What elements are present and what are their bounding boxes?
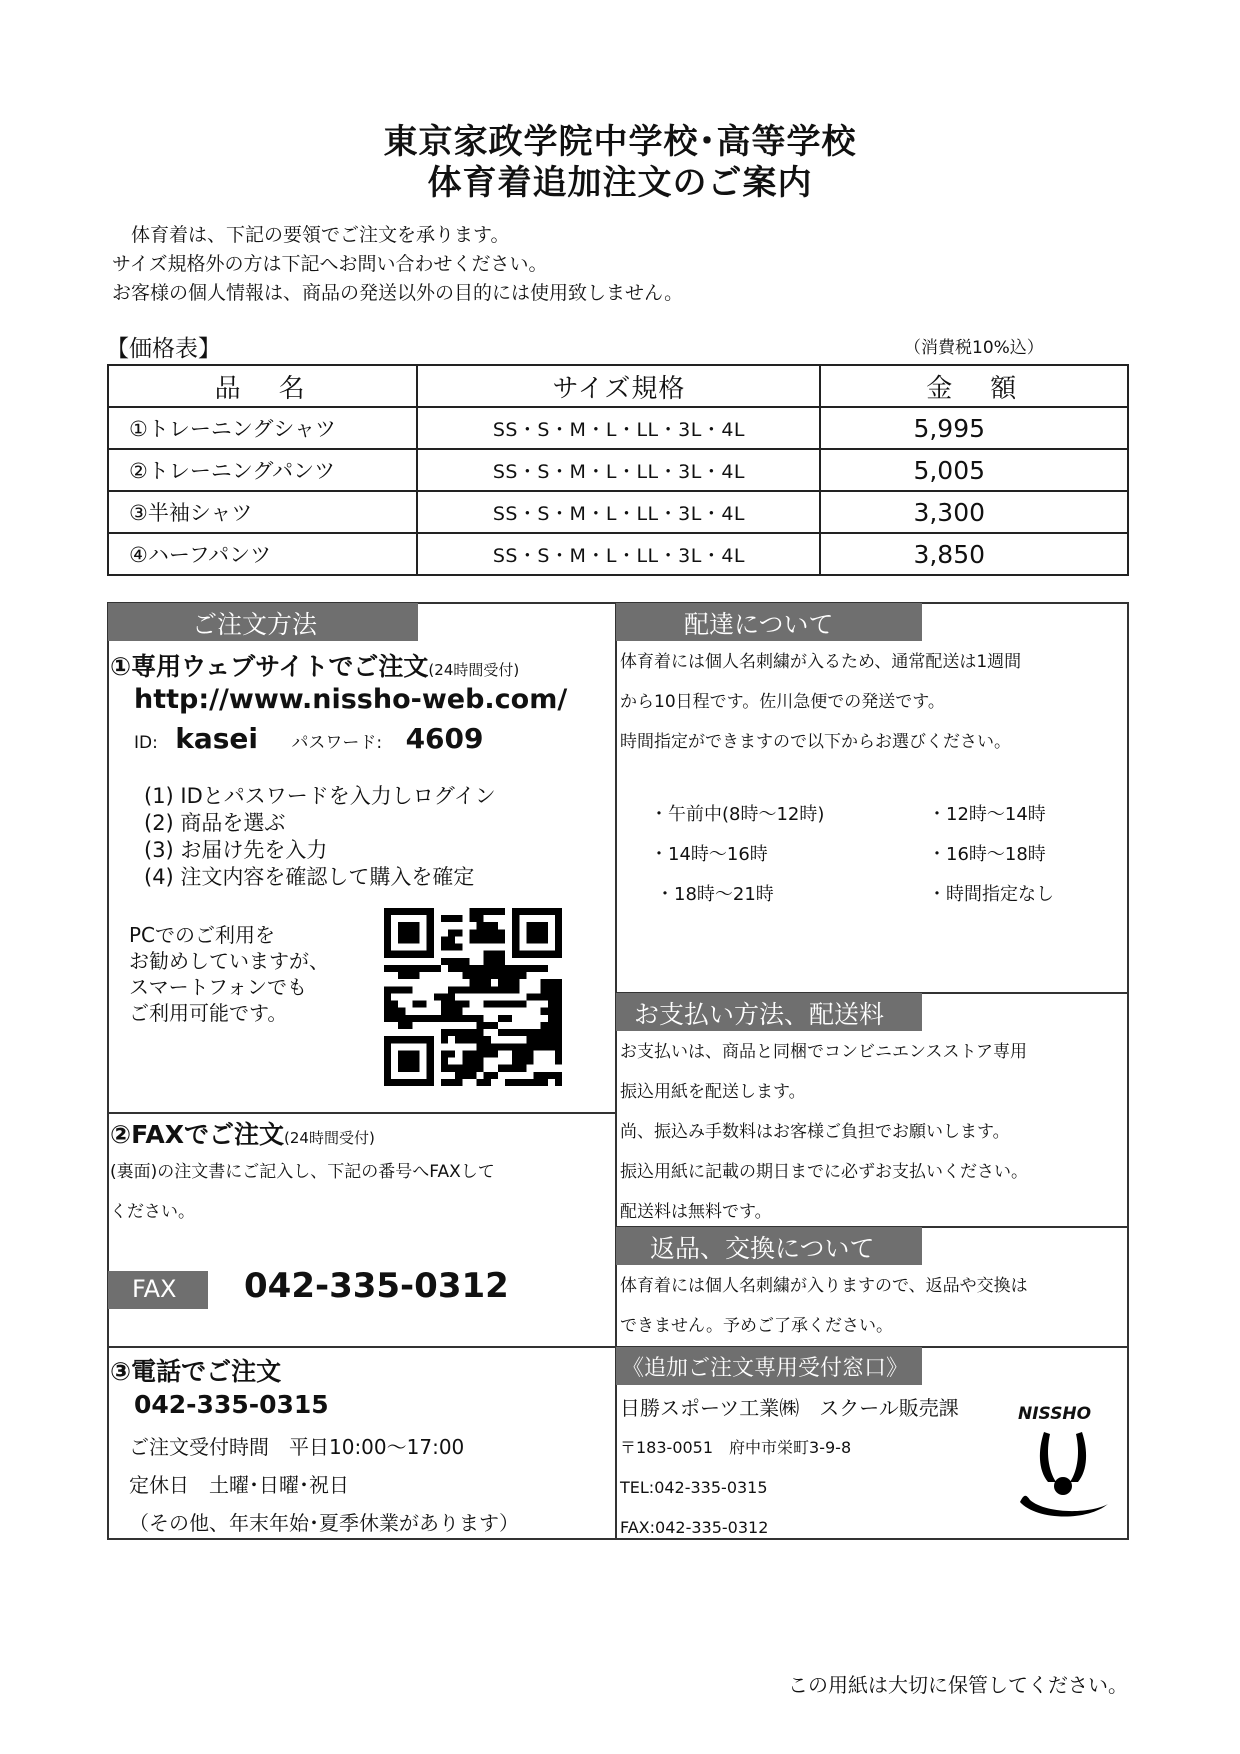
id-label: ID:: [134, 733, 158, 753]
contact-company: 日勝スポーツ工業㈱ スクール販売課: [620, 1396, 959, 1420]
delivery-text-line: 体育着には個人名刺繍が入るため、通常配送は1週間: [620, 652, 1022, 672]
fax-instructions: [110, 1152, 495, 1232]
order-website-url[interactable]: http://www.nissho-web.com/: [134, 684, 568, 715]
list-item: (4) 注文内容を確認して購入を確定: [144, 865, 475, 889]
login-info: [134, 722, 484, 755]
web-order-hours: (24時間受付): [428, 661, 520, 679]
delivery-text: [620, 642, 1021, 762]
column-header-price: 金 額: [820, 365, 1128, 407]
phone-hours: ご注文受付時間 平日10:00～17:00: [129, 1435, 465, 1459]
item-sizes: SS・S・M・L・LL・3L・4L: [417, 407, 820, 449]
contact-fax: FAX:042-335-0312: [620, 1518, 769, 1537]
item-name: ②トレーニングパンツ: [108, 449, 417, 491]
item-price: 5,005: [820, 449, 1128, 491]
price-table-label: 【価格表】: [106, 336, 221, 362]
item-price: 5,995: [820, 407, 1128, 449]
payment-text-line: 尚、振込み手数料はお客様ご負担でお願いします。: [620, 1122, 1010, 1142]
list-item: (2) 商品を選ぶ: [144, 811, 286, 835]
page-title-line2: 体育着追加注文のご案内: [427, 163, 813, 203]
payment-text-line: 振込用紙を配送します。: [620, 1082, 806, 1102]
fax-label-badge: FAX: [108, 1271, 208, 1309]
payment-text-line: 配送料は無料です。: [620, 1202, 772, 1222]
contact-address: 〒183-0051 府中市栄町3-9-8: [620, 1438, 852, 1457]
contact-tel: TEL:042-335-0315: [620, 1478, 768, 1497]
list-item: (3) お届け先を入力: [144, 838, 328, 862]
time-slot: ・午前中(8時～12時): [650, 804, 825, 825]
web-order-title: [110, 647, 519, 683]
order-steps: [144, 783, 496, 891]
intro-line: サイズ規格外の方は下記へお問い合わせください。: [112, 253, 548, 275]
payment-text-line: お支払いは、商品と同梱でコンビニエンスストア専用: [620, 1042, 1027, 1062]
payment-text-line: 振込用紙に記載の期日までに必ずお支払いください。: [620, 1162, 1028, 1182]
phone-details: [129, 1428, 519, 1542]
item-sizes: SS・S・M・L・LL・3L・4L: [417, 491, 820, 533]
device-note-line: お勧めしていますが、: [129, 949, 329, 973]
intro-line: 体育着は、下記の要領でご注文を承ります。: [112, 224, 510, 246]
web-order-title-text: ①専用ウェブサイトでご注文: [110, 652, 429, 681]
payment-text: [620, 1032, 1028, 1232]
nissho-logo-text: NISSHO: [1018, 1404, 1092, 1424]
payment-header: お支払い方法、配送料: [616, 993, 922, 1031]
phone-note: （その他、年末年始･夏季休業があります）: [129, 1511, 519, 1535]
table-row: [108, 449, 1128, 491]
column-header-name: 品 名: [108, 365, 417, 407]
page-title-line1: 東京家政学院中学校･高等学校: [383, 122, 857, 162]
table-header-row: [108, 365, 1128, 407]
time-slot: ・時間指定なし: [928, 884, 1054, 905]
time-slot: ・16時～18時: [928, 844, 1046, 865]
fax-number: 042-335-0312: [244, 1266, 509, 1306]
delivery-header: 配達について: [616, 603, 922, 641]
footer-note: この用紙は大切に保管してください。: [788, 1673, 1128, 1697]
returns-text-line: 体育着には個人名刺繍が入りますので、返品や交換は: [620, 1276, 1028, 1296]
qr-code-icon[interactable]: [384, 908, 562, 1086]
fax-order-hours: (24時間受付): [284, 1129, 375, 1147]
device-note-line: スマートフォンでも: [129, 975, 307, 999]
item-name: ④ハーフパンツ: [108, 533, 417, 575]
delivery-text-line: から10日程です。佐川急便での発送です。: [620, 692, 945, 712]
nissho-logo-icon: [1016, 1430, 1112, 1524]
item-price: 3,300: [820, 491, 1128, 533]
time-slot: ・12時～14時: [928, 804, 1046, 825]
fax-order-title-text: ②FAXでご注文: [110, 1120, 284, 1149]
item-price: 3,850: [820, 533, 1128, 575]
phone-order-title: ③電話でご注文: [110, 1357, 282, 1386]
item-sizes: SS・S・M・L・LL・3L・4L: [417, 449, 820, 491]
item-sizes: SS・S・M・L・LL・3L・4L: [417, 533, 820, 575]
contact-details: [620, 1388, 959, 1548]
fax-order-title: [110, 1115, 375, 1151]
table-row: [108, 407, 1128, 449]
password-value: 4609: [405, 722, 484, 755]
order-method-header: ご注文方法: [108, 603, 418, 641]
phone-holidays: 定休日 土曜･日曜･祝日: [129, 1473, 349, 1497]
item-name: ①トレーニングシャツ: [108, 407, 417, 449]
table-row: [108, 491, 1128, 533]
time-slot: ・18時～21時: [656, 884, 774, 905]
id-value: kasei: [175, 722, 259, 755]
device-note-line: ご利用可能です。: [129, 1001, 288, 1025]
list-item: (1) IDとパスワードを入力しログイン: [144, 784, 496, 808]
password-label: パスワード:: [291, 733, 383, 753]
fax-instructions-line: (裏面)の注文書にご記入し、下記の番号へFAXして: [110, 1162, 495, 1182]
phone-number: 042-335-0315: [134, 1390, 329, 1419]
tax-note: （消費税10%込）: [904, 338, 1044, 358]
intro-text: [112, 221, 683, 308]
returns-text-line: できません。予めご了承ください。: [620, 1316, 894, 1336]
table-row: [108, 533, 1128, 575]
delivery-text-line: 時間指定ができますので以下からお選びください。: [620, 732, 1011, 752]
device-note: [129, 922, 329, 1026]
column-header-size: サイズ規格: [417, 365, 820, 407]
device-note-line: PCでのご利用を: [129, 923, 276, 947]
intro-line: お客様の個人情報は、商品の発送以外の目的には使用致しません。: [112, 282, 684, 304]
contact-header: 《追加ご注文専用受付窓口》: [616, 1347, 922, 1385]
time-slot: ・14時～16時: [650, 844, 768, 865]
returns-header: 返品、交換について: [616, 1227, 922, 1265]
fax-instructions-line: ください。: [110, 1202, 195, 1222]
price-table: [107, 364, 1129, 576]
returns-text: [620, 1266, 1028, 1346]
item-name: ③半袖シャツ: [108, 491, 417, 533]
